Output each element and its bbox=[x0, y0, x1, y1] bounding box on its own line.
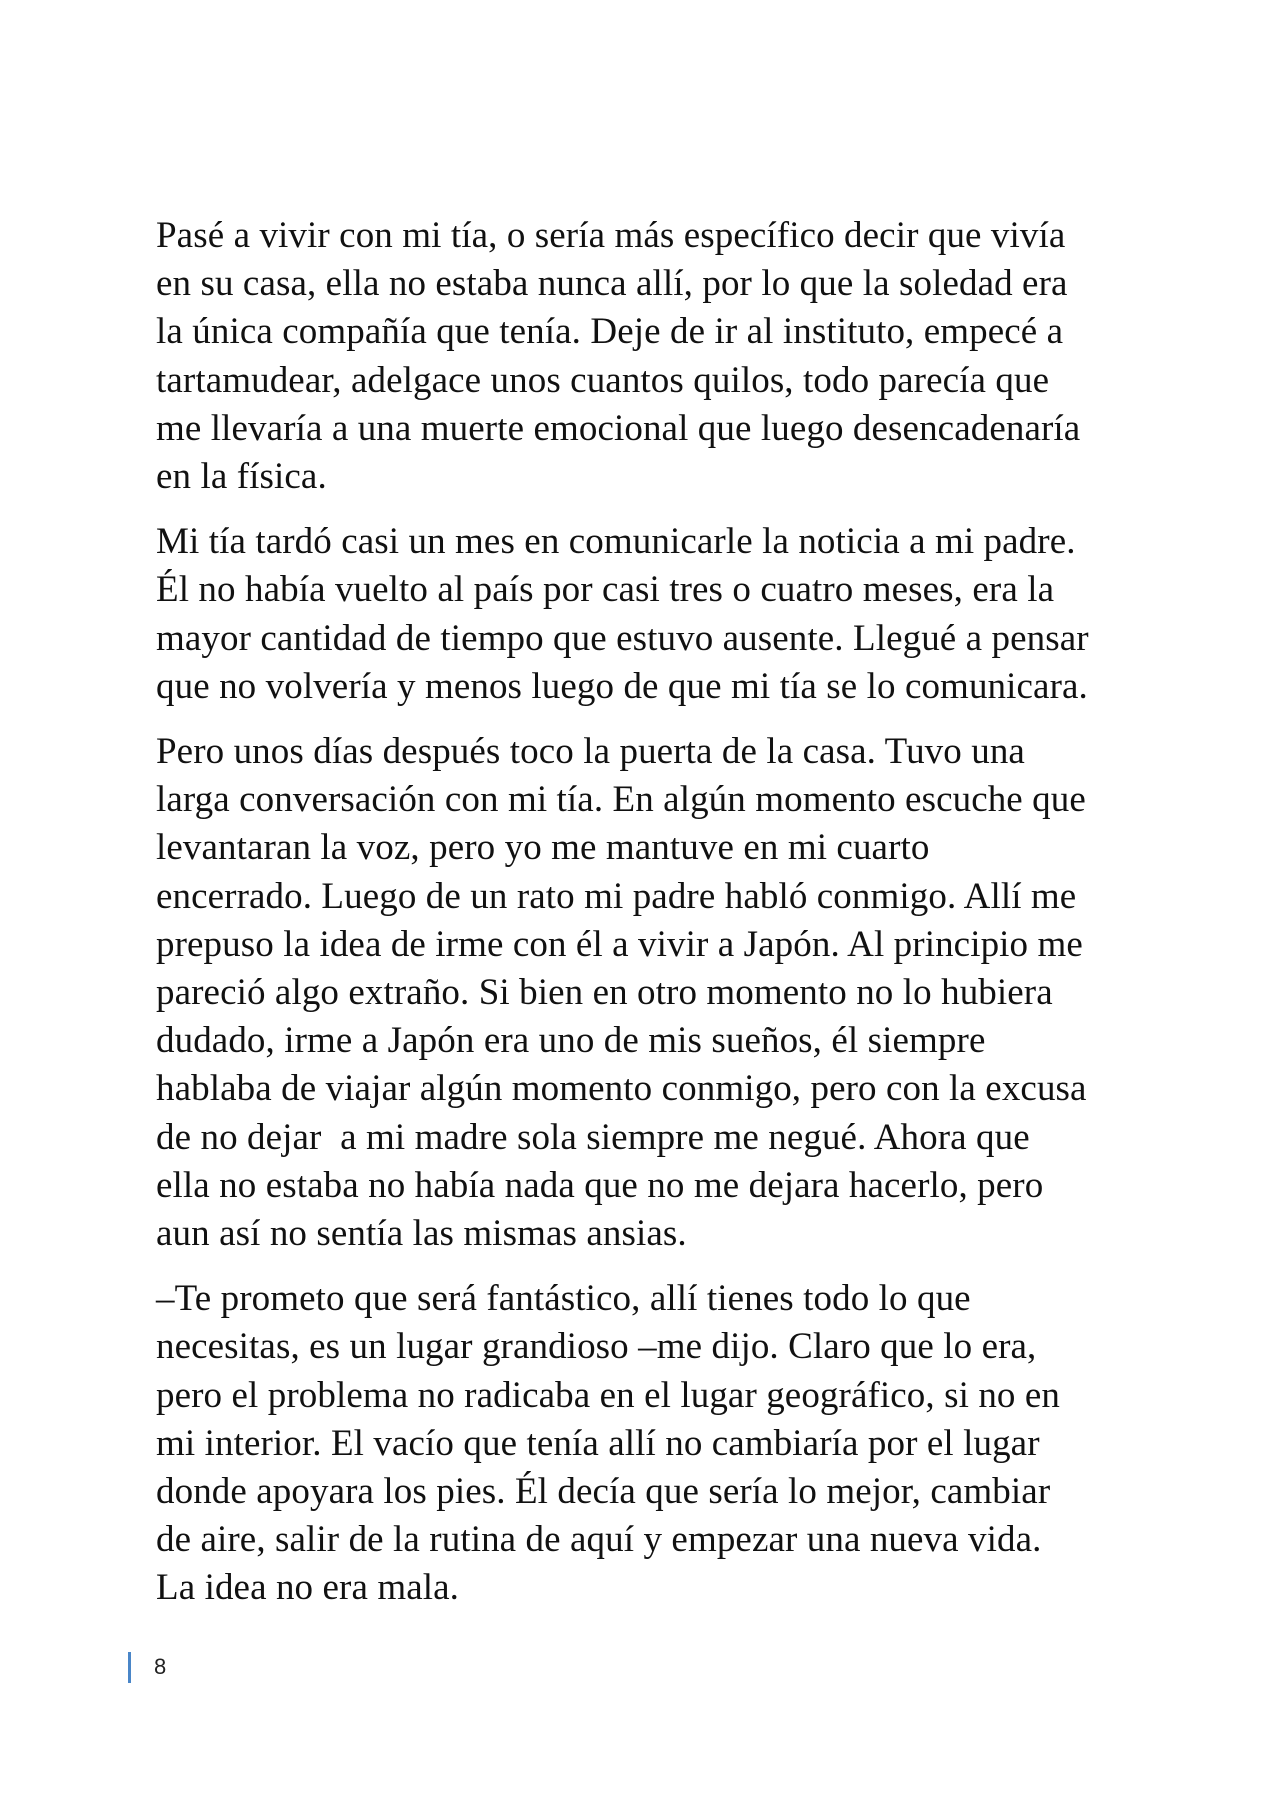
text-line: de aire, salir de la rutina de aquí y empezar una nueva vida. bbox=[156, 1519, 1042, 1561]
text-line: Pasé a vivir con mi tía, o sería más específico decir que vivía bbox=[156, 215, 1066, 256]
text-line: me llevaría a una muerte emocional que luego desencadenaría bbox=[156, 407, 1081, 449]
body-text bbox=[156, 212, 1166, 1630]
text-line: ella no estaba no había nada que no me dejara hacerlo, pero bbox=[156, 1164, 1044, 1206]
text-line: –Te prometo que será fantástico, allí tienes todo lo que bbox=[156, 1278, 971, 1320]
text-line: mi interior. El vacío que tenía allí no cambiaría por el lugar bbox=[156, 1422, 1040, 1464]
text-line: levantaran la voz, pero yo me mantuve en mi cuarto bbox=[156, 827, 930, 869]
text-line: aun así no sentía las mismas ansias. bbox=[156, 1213, 687, 1255]
text-line: en su casa, ella no estaba nunca allí, por lo que la soledad era bbox=[156, 263, 1068, 305]
text-line: dudado, irme a Japón era uno de mis sueños, él siempre bbox=[156, 1020, 986, 1062]
text-line: de no dejar a mi madre sola siempre me negué. Ahora que bbox=[156, 1116, 1030, 1158]
paragraph bbox=[156, 518, 1166, 711]
text-line: tartamudear, adelgace unos cuantos quilos, todo parecía que bbox=[156, 359, 1050, 401]
text-line: necesitas, es un lugar grandioso –me dijo. Claro que lo era, bbox=[156, 1326, 1037, 1368]
text-line: prepuso la idea de irme con él a vivir a Japón. Al principio me bbox=[156, 923, 1083, 965]
paragraph bbox=[156, 1275, 1166, 1612]
text-line: larga conversación con mi tía. En algún momento escuche que bbox=[156, 779, 1086, 821]
text-line: encerrado. Luego de un rato mi padre habló conmigo. Allí me bbox=[156, 875, 1077, 917]
text-line: pero el problema no radicaba en el lugar geográfico, si no en bbox=[156, 1374, 1060, 1416]
text-line: La idea no era mala. bbox=[156, 1567, 459, 1609]
text-line: Pero unos días después toco la puerta de la casa. Tuvo una bbox=[156, 731, 1025, 773]
text-line: pareció algo extraño. Si bien en otro momento no lo hubiera bbox=[156, 972, 1053, 1014]
text-line: que no volvería y menos luego de que mi tía se lo comunicara. bbox=[156, 665, 1088, 707]
text-line: en la física. bbox=[156, 456, 327, 498]
text-line: Él no había vuelto al país por casi tres o cuatro meses, era la bbox=[156, 569, 1055, 611]
page-number: 8 bbox=[154, 1654, 167, 1679]
text-line: Mi tía tardó casi un mes en comunicarle la noticia a mi padre. bbox=[156, 521, 1076, 563]
paragraph bbox=[156, 212, 1166, 501]
paragraph bbox=[156, 728, 1166, 1258]
text-line: hablaba de viajar algún momento conmigo, pero con la excusa bbox=[156, 1068, 1087, 1110]
text-line: mayor cantidad de tiempo que estuvo ausente. Llegué a pensar bbox=[156, 617, 1089, 659]
page-number-accent-bar bbox=[128, 1652, 131, 1683]
text-line: la única compañía que tenía. Deje de ir al instituto, empecé a bbox=[156, 311, 1064, 353]
text-line: donde apoyara los pies. Él decía que sería lo mejor, cambiar bbox=[156, 1471, 1051, 1513]
